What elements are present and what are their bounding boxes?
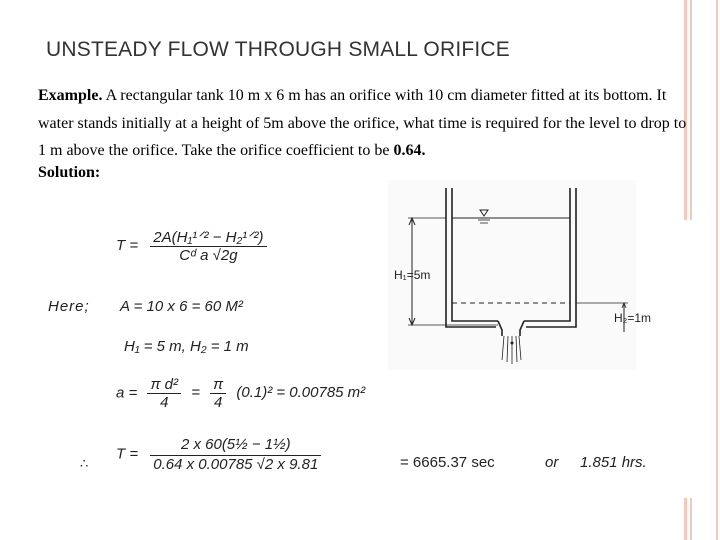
orifice-area-fraction-1-den: 4 xyxy=(160,394,169,411)
time-formula-lhs: T = xyxy=(116,236,139,254)
final-lhs: T = xyxy=(116,445,139,463)
here-label: Here; xyxy=(48,298,90,315)
jet-droplet xyxy=(511,342,514,345)
therefore-symbol: ∴ xyxy=(80,456,89,471)
orifice-area-fraction-2-den: 4 xyxy=(213,394,223,411)
orifice-area-lhs: a = xyxy=(116,384,138,402)
orifice-area-fraction-1-num: π d² xyxy=(147,376,181,394)
h1-label: H₁=5m xyxy=(394,268,431,282)
final-or: or xyxy=(545,454,559,471)
time-formula-denominator: Cᵈ a √2g xyxy=(179,247,238,264)
orifice-area-result: (0.1)² = 0.00785 m² xyxy=(236,384,366,402)
orifice-area-equals: = xyxy=(191,384,200,402)
decorative-border-right-4 xyxy=(690,498,692,540)
final-result: = 6665.37 sec xyxy=(400,454,495,471)
slide-title: UNSTEADY FLOW THROUGH SMALL ORIFICE xyxy=(46,38,511,61)
h2-label: H₂=1m xyxy=(614,311,652,325)
final-fraction xyxy=(150,436,321,473)
orifice-area-equation xyxy=(116,376,365,411)
example-paragraph xyxy=(38,82,688,165)
tank-diagram xyxy=(388,180,658,370)
final-hours: 1.851 hrs. xyxy=(580,454,647,471)
time-formula-fraction xyxy=(150,228,266,264)
coefficient-value: 0.64. xyxy=(393,142,426,159)
final-denominator: 0.64 x 0.00785 √2 x 9.81 xyxy=(153,456,319,473)
example-label: Example. xyxy=(38,87,103,104)
final-numerator: 2 x 60(5½ − 1½) xyxy=(150,436,321,456)
orifice-area-fraction-1 xyxy=(147,376,181,411)
decorative-border-right-3 xyxy=(684,498,687,540)
area-equation: A = 10 x 6 = 60 M² xyxy=(120,298,243,315)
solution-label: Solution: xyxy=(38,164,101,181)
orifice-area-fraction-2 xyxy=(210,376,226,411)
decorative-border-right-2 xyxy=(690,0,692,220)
time-formula-numerator: 2A(H₁¹ᐟ² − H₂¹ᐟ²) xyxy=(150,228,266,247)
final-time-equation xyxy=(116,436,321,473)
heights-equation: H₁ = 5 m, H₂ = 1 m xyxy=(124,338,249,355)
decorative-border-right-5 xyxy=(716,0,718,540)
example-text: A rectangular tank 10 m x 6 m has an orifice with 10 cm diameter fitted at its bottom. It water stands initially at a height of 5m above the orifice, what time is required for the level to drop to 1 m above the orifice. Take the orifice coefficient to be xyxy=(38,87,687,159)
orifice-area-fraction-2-num: π xyxy=(210,376,226,394)
time-formula xyxy=(116,228,267,264)
